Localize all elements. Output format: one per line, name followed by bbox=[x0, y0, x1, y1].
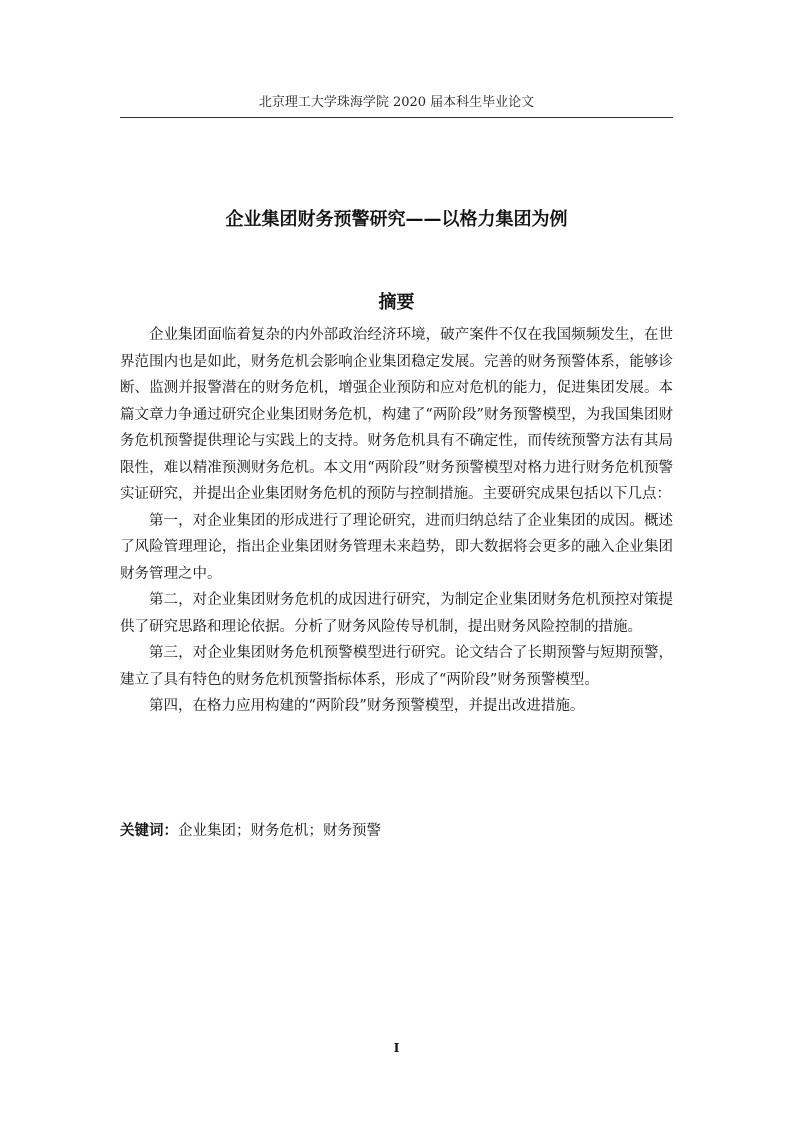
keywords-text: 企业集团；财务危机；财务预警 bbox=[178, 823, 381, 839]
thesis-title: 企业集团财务预警研究——以格力集团为例 bbox=[225, 209, 568, 230]
abstract-paragraph-first: 第一，对企业集团的形成进行了理论研究，进而归纳总结了企业集团的成因。概述了风险管理理论，指出企业集团财务管理未来趋势，即大数据将会更多的融入企业集团财务管理之中。 bbox=[120, 512, 673, 582]
abstract-paragraph-fourth: 第四，在格力应用构建的“两阶段”财务预警模型，并提出改进措施。 bbox=[149, 698, 585, 714]
running-header: 北京理工大学珠海学院 2020 届本科生毕业论文 bbox=[120, 93, 673, 118]
abstract-paragraph-intro: 企业集团面临着复杂的内外部政治经济环境，破产案件不仅在我国频频发生，在世界范围内也是如此，财务危机会影响企业集团稳定发展。完善的财务预警体系，能够诊断、监测并报警潜在的财务危机，增强企业预防和应对危机的能力，促进集团发展。本篇文章力争通过研究企业集团财务危机，构建了“两阶段”财务预警模型，为我国集团财务危机预警提供理论与实践上的支持。财务危机具有不确定性，而传统预警方法有其局限性，难以精准预测财务危机。本文用“两阶段”财务预警模型对格力进行财务危机预警实证研究，并提出企业集团财务危机的预防与控制措施。主要研究成果包括以下几点： bbox=[120, 327, 673, 502]
abstract-paragraph-third: 第三，对企业集团财务危机预警模型进行研究。论文结合了长期预警与短期预警，建立了具有特色的财务危机预警指标体系，形成了“两阶段”财务预警模型。 bbox=[120, 645, 673, 688]
page-number: I bbox=[393, 1041, 400, 1055]
abstract-body bbox=[120, 322, 673, 720]
abstract-heading: 摘要 bbox=[378, 292, 415, 313]
keywords-line bbox=[120, 818, 673, 844]
abstract-paragraph-second: 第二，对企业集团财务危机的成因进行研究，为制定企业集团财务危机预控对策提供了研究思路和理论依据。分析了财务风险传导机制，提出财务风险控制的措施。 bbox=[120, 592, 673, 635]
keywords-label: 关键词： bbox=[120, 823, 178, 839]
